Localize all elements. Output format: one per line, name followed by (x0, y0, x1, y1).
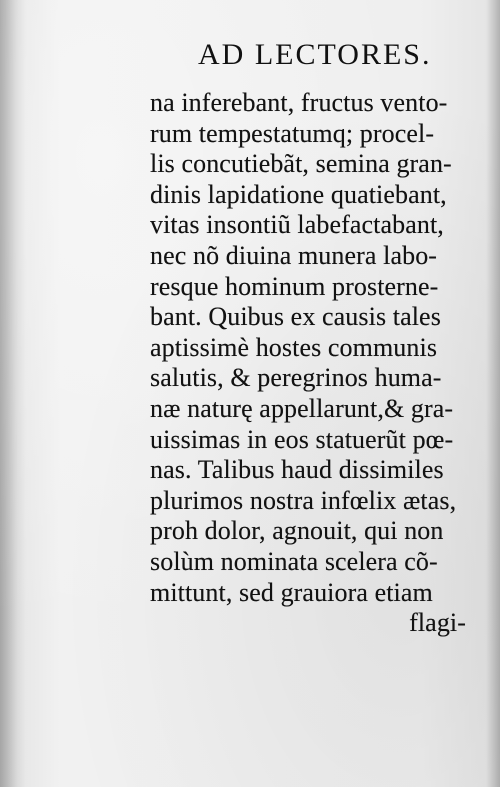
text-line: resque hominum prosterne- (150, 271, 439, 301)
text-line: vitas insontiũ labefactabant, (150, 210, 444, 240)
text-line: mittunt, sed grauiora etiam (150, 577, 433, 607)
text-line: nas. Talibus haud dissimiles (150, 455, 444, 485)
text-line: nec nõ diuina munera labo- (150, 240, 438, 270)
running-head: AD LECTORES. (198, 38, 432, 71)
catchword: flagi- (409, 608, 466, 638)
text-line: aptissimè hostes communis (150, 332, 438, 362)
text-line: rum tempestatumq; procel- (150, 118, 435, 148)
text-line: na inferebant, fructus vento- (150, 88, 448, 117)
text-line: salutis, & peregrinos huma- (150, 363, 442, 393)
text-line: næ naturę appellarunt,& gra- (150, 393, 454, 423)
text-line: uissimas in eos statuerũt pœ- (150, 424, 454, 454)
text-line: lis concutiebãt, semina gran- (150, 149, 452, 179)
text-line: bant. Quibus ex causis tales (150, 302, 441, 332)
text-line: dinis lapidatione quatiebant, (150, 179, 447, 209)
text-block (150, 88, 490, 728)
page-gutter-shadow (0, 0, 26, 787)
text-line: proh dolor, agnouit, qui non (150, 516, 444, 546)
page-header (0, 38, 500, 82)
text-line: solùm nominata scelera cõ- (150, 546, 438, 576)
text-line: plurimos nostra infœlix ætas, (150, 485, 457, 515)
